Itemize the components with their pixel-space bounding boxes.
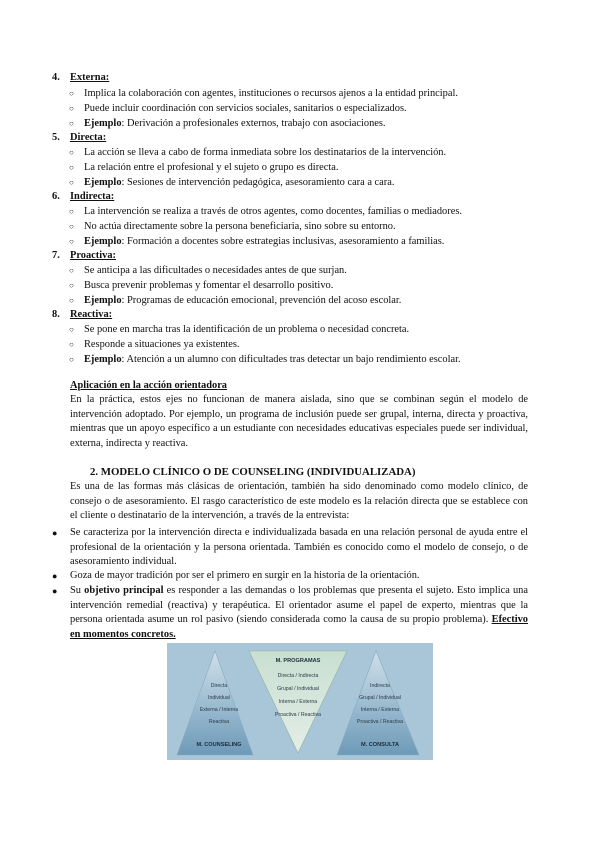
programas-line: Proactiva / Reactiva — [274, 712, 322, 718]
list-item: ○ Ejemplo: Atención a un alumno con dificultades tras detectar un bajo rendimiento escolar. — [84, 353, 461, 367]
list-item: ○ La intervención se realiza a través de otros agentes, como docentes, familias o mediadores. — [84, 205, 462, 219]
list-item: ○ La relación entre el profesional y el sujeto o grupo es directa. — [84, 161, 338, 175]
model-bullet-2: Goza de mayor tradición por ser el primero en surgir en la historia de la orientación. — [70, 570, 420, 581]
list-item: ○ No actúa directamente sobre la persona beneficiaria, sino sobre su entorno. — [84, 220, 396, 234]
list-item: ○ Responde a situaciones ya existentes. — [84, 338, 240, 352]
programas-line: Directa / Indirecta — [277, 673, 319, 679]
list-item: ○ Busca prevenir problemas y fomentar el desarrollo positivo. — [84, 279, 333, 293]
section-heading — [52, 131, 106, 145]
section-number: 4. — [52, 72, 60, 83]
section-heading — [52, 190, 114, 204]
consulta-title: M. CONSULTA — [360, 742, 400, 748]
section-title: Reactiva: — [70, 309, 113, 320]
objective-highlight: objetivo principal — [84, 585, 164, 596]
consulta-line: Proactiva / Reactiva — [356, 719, 404, 725]
model-heading: 2. MODELO CLÍNICO O DE COUNSELING (INDIVIDUALIZADA) — [90, 466, 416, 478]
list-item: ○ La acción se lleva a cabo de forma inmediata sobre los destinatarios de la intervención. — [84, 146, 446, 160]
bullet-dot: ● — [52, 586, 58, 596]
programas-line: Grupal / Individual — [277, 686, 319, 692]
section-title: Indirecta: — [70, 191, 115, 202]
model-intro: Es una de las formas más clásicas de orientación, también ha sido denominado como modelo clínico, de consejo o de asesoramiento. El rasgo característico de este modelo es la relación directa que se establece con el cliente o destinatario de la intervención, a través de la entrevista: — [70, 481, 528, 522]
list-item: ○ Se pone en marcha tras la identificación de un problema o necesidad concreta. — [84, 323, 409, 337]
list-item: ○ Ejemplo: Formación a docentes sobre estrategias inclusivas, asesoramiento a familias. — [84, 235, 444, 249]
section-title: Directa: — [70, 132, 107, 143]
list-item: ○ Ejemplo: Programas de educación emocional, prevención del acoso escolar. — [84, 294, 401, 308]
list-item: ○ Ejemplo: Derivación a profesionales externos, trabajo con asociaciones. — [84, 117, 386, 131]
consulta-line: Indirecta — [370, 683, 390, 689]
section-heading — [52, 71, 109, 85]
model-bullet-3: Su objetivo principal es responder a las demandas o los problemas que presenta el sujeto. Esto implica una intervención remedial (reactiva) y terapéutica. El orientador asume el papel de experto, mientras que la persona orientada asume un rol pasivo (siendo considerada como la causa de su propio problema). Efectivo en momentos concretos. — [70, 585, 528, 640]
section-number: 5. — [52, 132, 60, 143]
application-paragraph: En la práctica, estos ejes no funcionan de manera aislada, sino que se combinan según el modelo de intervención adoptado. Por ejemplo, un programa de inclusión puede ser grupal, interna, directa y proactiva, mientras que un apoyo específico a un estudiante con necesidades educativas especiales puede ser individual, externa, indirecta y reactiva. — [70, 394, 528, 449]
programas-title: M. PROGRAMAS — [275, 658, 321, 664]
consulta-line: Interna / Externa — [360, 707, 400, 713]
section-number: 7. — [52, 250, 60, 261]
counseling-triangle — [177, 651, 253, 755]
application-heading: Aplicación en la acción orientadora — [70, 380, 228, 391]
bullet-dot: ● — [52, 571, 58, 581]
models-diagram — [167, 643, 433, 760]
effective-highlight: Efectivo en momentos concretos. — [70, 614, 528, 640]
section-number: 6. — [52, 191, 60, 202]
counseling-line: Reactiva — [208, 719, 230, 725]
programas-line: Interna / Externa — [278, 699, 318, 705]
model-bullet-1: Se caracteriza por la intervención directa e individualizada basada en una relación personal de ayuda entre el profesional de la orientación y la persona orientada. También es conocido como el modelo de consejo, o de asesoramiento individual. — [70, 527, 528, 568]
list-item: ○ Ejemplo: Sesiones de intervención pedagógica, asesoramiento cara a cara. — [84, 176, 394, 190]
counseling-line: Individual — [208, 695, 230, 701]
list-item: ○ Puede incluir coordinación con servicios sociales, sanitarios o especializados. — [84, 102, 407, 116]
section-number: 8. — [52, 309, 60, 320]
consulta-triangle — [337, 651, 419, 755]
list-item: ○ Se anticipa a las dificultades o necesidades antes de que surjan. — [84, 264, 347, 278]
section-heading — [52, 308, 112, 322]
consulta-line: Grupal / Individual — [359, 695, 401, 701]
section-title: Externa: — [70, 72, 110, 83]
counseling-title: M. COUNSELING — [196, 742, 242, 748]
counseling-line: Externa / Interna — [199, 707, 239, 713]
list-item: ○ Implica la colaboración con agentes, instituciones o recursos ajenos a la entidad principal. — [84, 87, 458, 101]
section-heading — [52, 249, 116, 263]
section-title: Proactiva: — [70, 250, 116, 261]
bullet-dot: ● — [52, 528, 58, 538]
counseling-line: Directa — [210, 683, 228, 689]
